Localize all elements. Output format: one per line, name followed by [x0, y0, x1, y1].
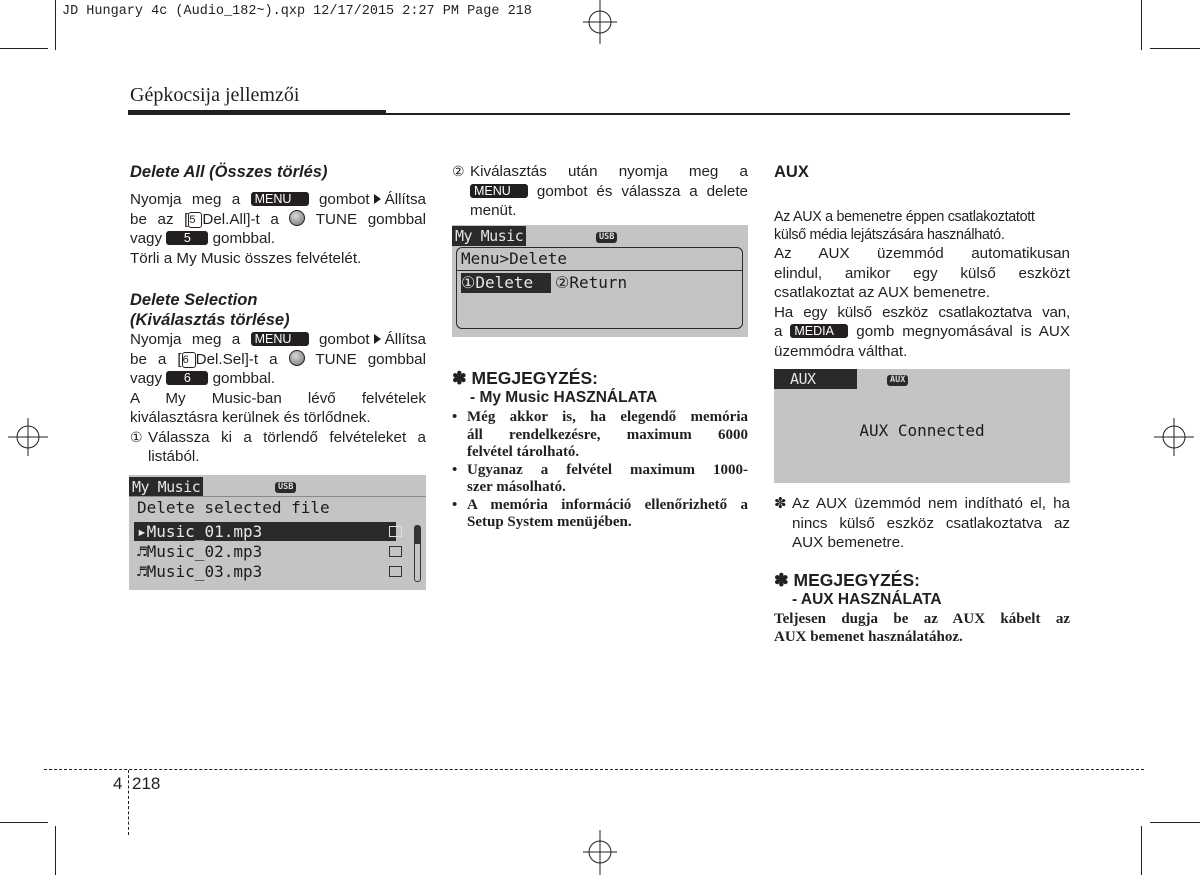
delete-selection-line-2: be a [6 Del.Sel]-t a TUNE gombbal	[130, 350, 426, 368]
column-2	[452, 162, 748, 221]
column-1	[130, 162, 426, 467]
media-key: MEDIA	[790, 324, 848, 338]
aux-heading: AUX	[774, 163, 809, 181]
aux-p1-l2: külső média lejátszására használható.	[774, 227, 1005, 243]
dialog-heading: Menu>Delete	[461, 249, 567, 268]
list-item: • Még akkor is, ha elegendő memória áll rendelkezésre, maximum 6000 felvétel tárolható.	[452, 409, 748, 462]
usb-badge: USB	[275, 482, 296, 493]
usb-badge: USB	[596, 232, 617, 243]
file-row-3[interactable]: ♬Music_03.mp3	[137, 562, 263, 581]
delete-all-line-1: Nyomja meg a MENU gombot Állítsa	[130, 191, 426, 208]
file-row-2[interactable]: ♬Music_02.mp3	[137, 542, 263, 561]
delete-all-line-2: be az [5 Del.All]-t a TUNE gombbal	[130, 210, 426, 228]
caution-icon: ✽	[774, 495, 787, 512]
screen-heading: Delete selected file	[137, 498, 330, 517]
screen-title: AUX	[774, 369, 857, 389]
aux-p3-l3: üzemmódra válthat.	[774, 342, 908, 360]
number-5-icon: 5	[188, 212, 202, 228]
aux-connected-message: AUX Connected	[859, 421, 985, 440]
key-5: 5	[166, 231, 208, 245]
aux-badge: AUX	[887, 375, 908, 386]
page-number: 218	[132, 774, 161, 793]
chapter-number: 4	[113, 774, 123, 793]
list-item: • Ugyanaz a felvétel maximum 1000- szer másolható.	[452, 462, 748, 497]
music-note-icon: ♬	[137, 562, 147, 581]
delete-selection-line-1: Nyomja meg a MENU gombot Állítsa	[130, 331, 426, 348]
screen-menu-delete	[452, 225, 748, 337]
step-1-cont: listából.	[148, 448, 200, 465]
file-row-1[interactable]: ▸Music_01.mp3	[137, 522, 263, 541]
aux-caution	[774, 494, 1070, 553]
note-body-1: Teljesen dugja be az AUX kábelt az	[774, 611, 1070, 627]
menu-key: MENU	[470, 184, 528, 198]
menu-key: MENU	[251, 332, 309, 346]
delete-all-line-3: vagy 5 gombbal.	[130, 230, 276, 247]
note-title: ✽ MEGJEGYZÉS:	[774, 570, 920, 590]
checkbox-3[interactable]	[389, 566, 402, 577]
note-body-2: AUX bemenet használatához.	[774, 628, 963, 645]
caution-line-1: ✽ Az AUX üzemmód nem indítható el, ha	[774, 495, 1070, 512]
caution-line-3: AUX bemenetre.	[792, 534, 905, 551]
delete-all-heading: Delete All (Összes törlés)	[130, 163, 328, 181]
music-note-icon: ♬	[137, 542, 147, 561]
step-2-cont: MENU gombot és válassza a delete	[452, 182, 748, 202]
note-bullets	[452, 409, 748, 532]
selected-marker-icon: ▸	[137, 522, 147, 541]
delete-option[interactable]: ①Delete	[461, 273, 551, 293]
note-subtitle: - AUX HASZNÁLATA	[792, 591, 942, 608]
delete-selection-heading: Delete Selection	[130, 291, 258, 309]
screen-title: My Music	[452, 226, 526, 246]
aux-p2-l2: elindul, amikor egy külső eszközt	[774, 264, 1070, 282]
note-my-music	[452, 368, 748, 532]
key-6: 6	[166, 371, 208, 385]
number-6-icon: 6	[182, 352, 196, 368]
delete-selection-desc-1: A My Music-ban lévő felvételek	[130, 389, 426, 407]
screen-delete-selected-file	[129, 475, 426, 590]
header-rule-thick	[128, 110, 386, 115]
step-2: ② Kiválasztás után nyomja meg a	[452, 163, 748, 180]
aux-p3-l1: Ha egy külső eszköz csatlakoztatva van,	[774, 303, 1070, 321]
tune-knob-icon	[289, 350, 305, 366]
footer-rule	[44, 769, 1144, 770]
note-title: ✽ MEGJEGYZÉS:	[452, 368, 598, 388]
aux-p2-l3: csatlakoztat az AUX bemenetre.	[774, 284, 991, 301]
aux-p1-l1: Az AUX a bemenetre éppen csatlakoztatott	[774, 209, 1035, 225]
checkbox-2[interactable]	[389, 546, 402, 557]
page-title: Gépkocsija jellemzői	[130, 84, 300, 106]
screen-title: My Music	[129, 477, 203, 497]
tune-knob-icon	[289, 210, 305, 226]
scrollbar[interactable]	[414, 525, 421, 582]
column-3	[774, 162, 1070, 361]
delete-selection-subheading: (Kiválasztás törlése)	[130, 311, 290, 329]
list-item: • A memória információ ellenőrizhető a Setup System menüjében.	[452, 497, 748, 532]
step-1: ① Válassza ki a törlendő felvételeket a	[130, 428, 426, 446]
caution-line-2: nincs külső eszköz csatlakoztatva az	[792, 514, 1070, 532]
aux-p2-l1: Az AUX üzemmód automatikusan	[774, 245, 1070, 262]
delete-selection-line-3: vagy 6 gombbal.	[130, 370, 276, 387]
checkbox-1[interactable]	[389, 526, 402, 537]
screen-aux-connected	[774, 369, 1070, 483]
note-subtitle: - My Music HASZNÁLATA	[470, 389, 658, 406]
aux-p3-l2: a MEDIA gomb megnyomásával is AUX	[774, 323, 1070, 340]
return-option[interactable]: ②Return	[555, 273, 628, 292]
print-slug: JD Hungary 4c (Audio_182~).qxp 12/17/2015 2:27 PM Page 218	[62, 4, 532, 19]
menu-key: MENU	[251, 192, 309, 206]
delete-selection-desc-2: kiválasztásra kerülnek és törlődnek.	[130, 409, 371, 426]
header-rule-thin	[386, 113, 1070, 115]
note-aux	[774, 570, 1070, 646]
delete-all-description: Törli a My Music összes felvételét.	[130, 249, 362, 267]
step-2-cont-2: menüt.	[470, 202, 517, 219]
arrow-right-icon	[374, 194, 381, 204]
footer-divider	[128, 770, 129, 835]
arrow-right-icon	[374, 334, 381, 344]
